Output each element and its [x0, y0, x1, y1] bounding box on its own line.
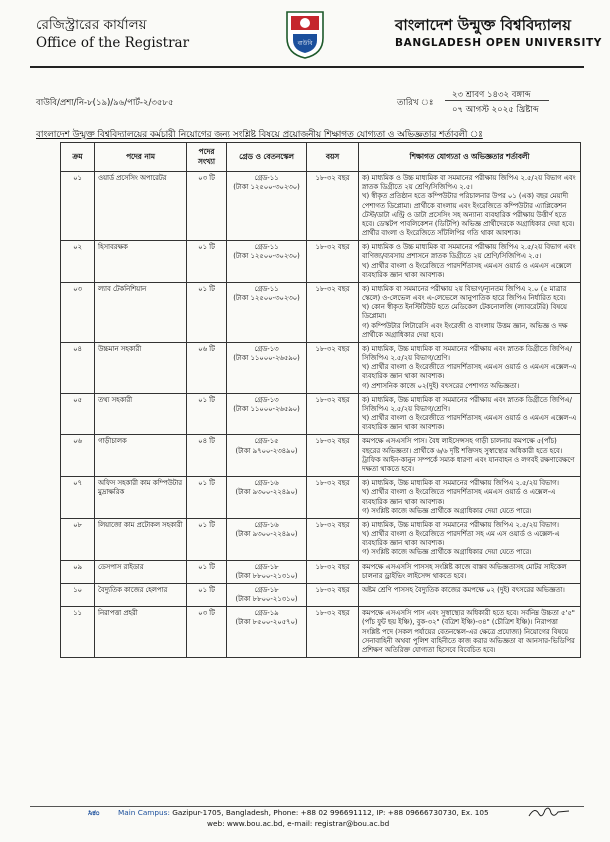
cell-grade — [227, 282, 307, 342]
cell-post-count: ০১ টি — [187, 393, 227, 435]
cell-serial: ০২ — [61, 241, 95, 283]
cell-age: ১৮-৩২ বছর — [307, 342, 359, 393]
pay-scale: (টাকা ১২৫০০-৩০২৩০) — [233, 183, 300, 192]
cell-age: ১৮-৩২ বছর — [307, 172, 359, 241]
table-row — [61, 172, 581, 241]
requirements-table — [60, 142, 581, 658]
university-title-bn: বাংলাদেশ উন্মুক্ত বিশ্ববিদ্যালয় — [395, 16, 571, 34]
grade-label: গ্রেড-১৯ — [254, 609, 279, 618]
requirement-item: কমপক্ষে এসএসসি পাসসহ সংশ্লিষ্ট কাজে বাস্তব অভিজ্ঞতাসহ মোটর সাইকেল চালনার ড্রাইভিং লাইসেন্স থাকতে হবে। — [362, 562, 567, 580]
cell-grade — [227, 518, 307, 560]
table-row — [61, 241, 581, 283]
cell-grade — [227, 241, 307, 283]
grade-label: গ্রেড-১৬ — [254, 520, 279, 529]
pay-scale: (টাকা ৮৫০০-২০৫৭০) — [235, 618, 298, 627]
requirement-item: কমপক্ষে এসএসসি পাস এবং সুস্বাস্থ্যের অধিকারী হতে হবে। সর্বনিম্ন উচ্চতা ৫'৫" (পাঁচ ফুট ছয় ইঞ্চি), বুক-৩২" (বত্রিশ ইঞ্চি)-৩৪" (চৌত্রিশ ইঞ্চি)। নিরাপত্তা সংশ্লিষ্ট পদে (সকল পর্যায়ের বেতনস্কেল-এর ক্ষেত্রে প্রযোজ্য) নিয়োগের বিষয়ে সেনাবাহিনী অথবা পুলিশ বাহিনীতে কাজ করার অভিজ্ঞতা বা আনসার-ভিডিপির প্রশিক্ষণ অতিরিক্ত যোগ্যতা হিসেবে বিবেচিত হবে। — [362, 609, 575, 654]
pay-scale: (টাকা ৮৮০০-২১৩১০) — [235, 595, 298, 604]
col-header-serial: ক্রম — [61, 143, 95, 172]
cell-requirements — [359, 560, 581, 583]
requirement-item: ক) মাধ্যমিক ও উচ্চ মাধ্যমিক বা সমমানের পরীক্ষায় জিপিএ ২.৫/২য় বিভাগ এবং বাণিজ্য/ব্যবসায় প্রশাসনে স্নাতক ডিগ্রীতে ২য় শ্রেণি/সিজিপিএ ২.৫। — [362, 243, 576, 261]
table-header-row — [61, 143, 581, 172]
letterhead — [0, 0, 610, 68]
table-row — [61, 282, 581, 342]
cell-requirements — [359, 518, 581, 560]
cell-post-name: গাড়ীচালক — [95, 435, 187, 477]
cell-serial: ১১ — [61, 607, 95, 658]
cell-post-name: অফিস সহকারী কাম কম্পিউটার মুদ্রাক্ষরিক — [95, 477, 187, 519]
university-title-en: BANGLADESH OPEN UNIVERSITY — [395, 37, 602, 49]
cell-serial: ০৩ — [61, 282, 95, 342]
cell-post-name: তথ্য সহকারী — [95, 393, 187, 435]
requirement-item: ক) মাধ্যমিক বা সমমানের পরীক্ষায় ২য় বিভাগ/ন্যূনতম জিপিএ ২.০ (৫ মাত্রার স্কেলে) ও-লেভেল এবং এ-লেভেলে আনুপাতিক হারে জিপিএ নির্ধারিত হবে। — [362, 284, 567, 303]
col-header-post: পদের নাম — [95, 143, 187, 172]
cell-serial: ১০ — [61, 583, 95, 606]
cell-serial: ০৫ — [61, 393, 95, 435]
cell-post-name: ডেসপাস রাইডার — [95, 560, 187, 583]
requirement-item: খ) কোন স্বীকৃত ইনস্টিটিউট হতে মেডিকেল টেকনোলজি (ল্যাবরেটরি) বিষয়ে ডিপ্লোমা। — [362, 303, 567, 321]
requirement-item: খ) স্বীকৃত প্রতিষ্ঠান হতে কম্পিউটার পরিচালনার উপর ০১ (এক) বছর মেয়াদী পেশাগত ডিপ্লোমা। প্রার্থীকে বাংলায় এবং ইংরেজিতে কম্পিউটার এ্যাপ্লিকেশন টেস্ট/ডাটা এন্ট্রি ও ডাটা প্রসেসিং সহ অন্যান্য ব্যবহারিক পরীক্ষায় উত্তীর্ণ হতে হবে। ডেস্কটপ পাবলিকেশন (ডিটিপি) অভিজ্ঞ প্রার্থীদেরকে অগ্রাধিকার দেয়া হবে। প্রার্থীর বাংলা ও ইংরেজিতে সাঁটলিপির গতি থাকা আবশ্যক। — [362, 192, 575, 238]
pay-scale: (টাকা ১২৫০০-৩০২৩০) — [233, 294, 300, 303]
requirement-item: খ) প্রার্থীর বাংলা ও ইংরেজিতে পারদর্শিতা সহ এম এস ওয়ার্ড ও এক্সেল-এ ব্যবহারিক জ্ঞান থাকা আবশ্যক। — [362, 530, 560, 548]
requirement-item: ক) মাধ্যমিক, উচ্চ মাধ্যমিক বা সমমানের পরীক্ষায় জিপিএ ২.৫/২য় বিভাগ। — [362, 479, 559, 488]
cell-post-name: উচ্চমান সহকারী — [95, 342, 187, 393]
pay-scale: (টাকা ৯৭০০-২৩৪৯০) — [235, 446, 298, 455]
cell-post-count: ০৬ টি — [187, 342, 227, 393]
cell-requirements — [359, 393, 581, 435]
cell-age: ১৮-৩২ বছর — [307, 435, 359, 477]
cell-age: ১৮-৩২ বছর — [307, 477, 359, 519]
university-logo-icon — [283, 8, 327, 60]
pay-scale: (টাকা ১১০০০-২৬৫৯০) — [233, 354, 300, 363]
cell-requirements — [359, 607, 581, 658]
memo-number: বাউবি/প্রশা/নি-৮(১৯)/৯৬/পার্ট-২/৩৫৮৫ — [36, 98, 174, 108]
grade-label: গ্রেড-১৩ — [254, 344, 279, 353]
cell-post-count: ০৪ টি — [187, 435, 227, 477]
col-header-grade: গ্রেড ও বেতনস্কেল — [227, 143, 307, 172]
footer-web: web: www.bou.ac.bd, e-mail: registrar@bou.ac.bd — [207, 819, 390, 828]
cell-post-name: লিয়াজো কাম প্রটোকল সহকারী — [95, 518, 187, 560]
col-header-age: বয়স — [307, 143, 359, 172]
date-divider — [445, 100, 549, 101]
cell-requirements — [359, 435, 581, 477]
cell-grade — [227, 560, 307, 583]
requirement-item: খ) প্রার্থীর বাংলা ও ইংরেজিতে পারদর্শিতাসহ এমএস ওয়ার্ড ও এক্সেল-এ ব্যবহারিক জ্ঞান থাকা আবশ্যক। — [362, 488, 556, 506]
cell-grade — [227, 172, 307, 241]
address-text: Gazipur-1705, Bangladesh, Phone: +88 02 996691112, IP: +88 09666730730, Ex. 105 — [172, 808, 489, 817]
table-row — [61, 583, 581, 606]
cell-post-name: ওয়ার্ড প্রসেসিং অপারেটর — [95, 172, 187, 241]
requirement-item: ক) মাধ্যমিক ও উচ্চ মাধ্যমিক বা সমমানের পরীক্ষায় জিপিএ ২.৫/২য় বিভাগ এবং স্নাতক ডিগ্রীতে ২য় শ্রেণি/সিজিপিএ ২.৫। — [362, 174, 576, 192]
cell-requirements — [359, 241, 581, 283]
logo-text: বাউবি — [297, 40, 313, 47]
date-bangla: ২৩ শ্রাবণ ১৪৩২ বঙ্গাব্দ — [452, 90, 531, 100]
cell-post-count: ০১ টি — [187, 518, 227, 560]
footer-divider — [30, 806, 584, 807]
footer-address — [118, 808, 489, 817]
grade-label: গ্রেড-১৮ — [254, 585, 279, 594]
cell-age: ১৮-৩২ বছর — [307, 607, 359, 658]
header-divider — [30, 66, 584, 68]
cell-serial: ০৯ — [61, 560, 95, 583]
cell-post-count: ০৩ টি — [187, 172, 227, 241]
grade-label: গ্রেড-১১ — [254, 243, 279, 252]
cell-post-count: ০১ টি — [187, 282, 227, 342]
table-row — [61, 518, 581, 560]
cell-age: ১৮-৩২ বছর — [307, 241, 359, 283]
col-header-requirements: শিক্ষাগত যোগ্যতা ও অভিজ্ঞতার শর্তাবলী — [359, 143, 581, 172]
office-title-en: Office of the Registrar — [36, 35, 190, 51]
grade-label: গ্রেড-১৬ — [254, 479, 279, 488]
grade-label: গ্রেড-১৫ — [254, 437, 279, 446]
cell-age: ১৮-৩২ বছর — [307, 583, 359, 606]
cell-post-name: নিরাপত্তা প্রহরী — [95, 607, 187, 658]
table-row — [61, 342, 581, 393]
cell-post-count: ০১ টি — [187, 583, 227, 606]
col-header-count: পদের সংখ্যা — [187, 143, 227, 172]
cell-requirements — [359, 342, 581, 393]
date-gregorian: ০৭ আগস্ট ২০২৫ খ্রিষ্টাব্দ — [452, 105, 539, 115]
cell-age: ১৮-৩২ বছর — [307, 560, 359, 583]
cell-requirements — [359, 583, 581, 606]
requirement-item: গ) কম্পিউটার লিটারেসি এবং ইংরেজী ও বাংলায় উত্তম জ্ঞান, অভিজ্ঞ ও দক্ষ প্রার্থীকে অগ্রাধিকার দেয়া হবে। — [362, 321, 568, 339]
cell-post-count: ০১ টি — [187, 241, 227, 283]
requirement-item: ক) মাধ্যমিক, উচ্চ মাধ্যমিক বা সমমানের পরীক্ষায় এবং স্নাতক ডিগ্রীতে জিপিএ/সিজিপিএ ২.৫/২য় বিভাগ/শ্রেণি। — [362, 344, 572, 363]
requirement-item: ক) মাধ্যমিক, উচ্চ মাধ্যমিক বা সমমানের পরীক্ষায় এবং স্নাতক ডিগ্রীতে জিপিএ/সিজিপিএ ২.৫/২য় বিভাগ/শ্রেণি। — [362, 395, 572, 413]
requirement-item: গ) সংশ্লিষ্ট কাজে অভিজ্ঞ প্রার্থীকে অগ্রাধিকার দেয়া যেতে পারে। — [362, 506, 532, 515]
pay-scale: (টাকা ৯৩০০-২২৪৯০) — [235, 530, 298, 539]
requirement-item: খ) প্রার্থীর বাংলা ও ইংরেজীতে পারদর্শিতাসহ এমএস ওয়ার্ড ও এমএস এক্সেল-এ ব্যবহারিক জ্ঞান থাকা আবশ্যক। — [362, 414, 577, 432]
cell-age: ১৮-৩২ বছর — [307, 282, 359, 342]
subject-line: বাংলাদেশ উন্মুক্ত বিশ্ববিদ্যালয়ের কর্মচারী নিয়োগের জন্য সংশ্লিষ্ট বিষয়ে প্রয়োজনীয় শিক্ষাগত যোগ্যতা ও অভিজ্ঞতার শর্তাবলী ঃ — [36, 130, 483, 140]
cell-requirements — [359, 282, 581, 342]
table-row — [61, 560, 581, 583]
cell-grade — [227, 477, 307, 519]
cell-post-name: ল্যাব টেকনিশিয়ান — [95, 282, 187, 342]
cell-grade — [227, 342, 307, 393]
main-campus-label: Main Campus: — [118, 808, 170, 817]
cell-grade — [227, 607, 307, 658]
grade-label: গ্রেড-১১ — [254, 284, 279, 293]
cell-post-name: বৈদ্যুতিক কাজের হেলপার — [95, 583, 187, 606]
grade-label: গ্রেড-১৮ — [254, 562, 279, 571]
cell-post-count: ০৩ টি — [187, 607, 227, 658]
table-row — [61, 607, 581, 658]
office-title-bn: রেজিস্ট্রারের কার্যালয় — [36, 17, 147, 33]
cell-serial: ০৮ — [61, 518, 95, 560]
grade-label: গ্রেড-১১ — [254, 174, 279, 182]
cell-requirements — [359, 477, 581, 519]
date-label: তারিখ ঃ — [397, 98, 434, 108]
requirement-item: ক) মাধ্যমিক, উচ্চ মাধ্যমিক বা সমমানের পরীক্ষায় জিপিএ ২.৫/২য় বিভাগ। — [362, 520, 559, 529]
cell-serial: ০৪ — [61, 342, 95, 393]
cell-serial: ০১ — [61, 172, 95, 241]
cell-age: ১৮-৩২ বছর — [307, 518, 359, 560]
table-body — [61, 172, 581, 658]
cell-grade — [227, 393, 307, 435]
pay-scale: (টাকা ১২৫০০-৩০২৩০) — [233, 252, 300, 261]
pay-scale: (টাকা ১১০০০-২৬৫৯০) — [233, 404, 300, 413]
cell-grade — [227, 583, 307, 606]
table-row — [61, 435, 581, 477]
requirement-item: খ) প্রার্থীর বাংলা ও ইংরেজীতে পারদর্শিতাসহ এমএস ওয়ার্ড ও এমএস এক্সেল-এ ব্যবহারিক জ্ঞান থাকা আবশ্যক। — [362, 363, 577, 381]
signature-icon — [527, 804, 571, 820]
cell-post-count: ০১ টি — [187, 560, 227, 583]
table-row — [61, 393, 581, 435]
requirement-item: গ) সংশ্লিষ্ট কাজে অভিজ্ঞ প্রার্থীকে অগ্রাধিকার দেয়া যেতে পারে। — [362, 548, 532, 557]
footer-logo: ಸಿಕಂ — [88, 808, 100, 817]
cell-post-name: হিসাবরক্ষক — [95, 241, 187, 283]
requirement-item: গ) প্রশাসনিক কাজে ০২(দুই) বৎসরের পেশাগত অভিজ্ঞতা। — [362, 381, 520, 390]
cell-serial: ০৭ — [61, 477, 95, 519]
cell-post-count: ০১ টি — [187, 477, 227, 519]
cell-requirements — [359, 172, 581, 241]
requirement-item: কমপক্ষে এসএসসি পাস। বৈধ লাইসেন্সসহ গাড়ী চালনায় কমপক্ষে ৫(পাঁচ) বছরের অভিজ্ঞতা। প্রার্থীকে ৬/৬ দৃষ্টি শক্তিসহ সুস্বাস্থ্যের অধিকারী হতে হবে। ট্রাফিক আইন-কানুন সম্পর্কে সম্যক ধারণা এবং যানবাহন ও লগবই রক্ষণাবেক্ষণে দক্ষতা থাকতে হবে। — [362, 437, 575, 473]
table-row — [61, 477, 581, 519]
requirement-item: খ) প্রার্থীর বাংলা ও ইংরেজিতে পারদর্শিতাসহ এমএস ওয়ার্ড ও এমএস এক্সেলে ব্যবহারিক জ্ঞান থাকা আবশ্যক। — [362, 261, 572, 279]
requirement-item: অষ্টম শ্রেণি পাসসহ বৈদ্যুতিক কাজের কমপক্ষে ০২ (দুই) বৎসরের অভিজ্ঞতা। — [362, 585, 565, 594]
cell-age: ১৮-৩২ বছর — [307, 393, 359, 435]
cell-grade — [227, 435, 307, 477]
grade-label: গ্রেড-১৩ — [254, 395, 279, 404]
pay-scale: (টাকা ৯৩০০-২২৪৯০) — [235, 488, 298, 497]
cell-serial: ০৬ — [61, 435, 95, 477]
pay-scale: (টাকা ৮৮০০-২১৩১০) — [235, 571, 298, 580]
